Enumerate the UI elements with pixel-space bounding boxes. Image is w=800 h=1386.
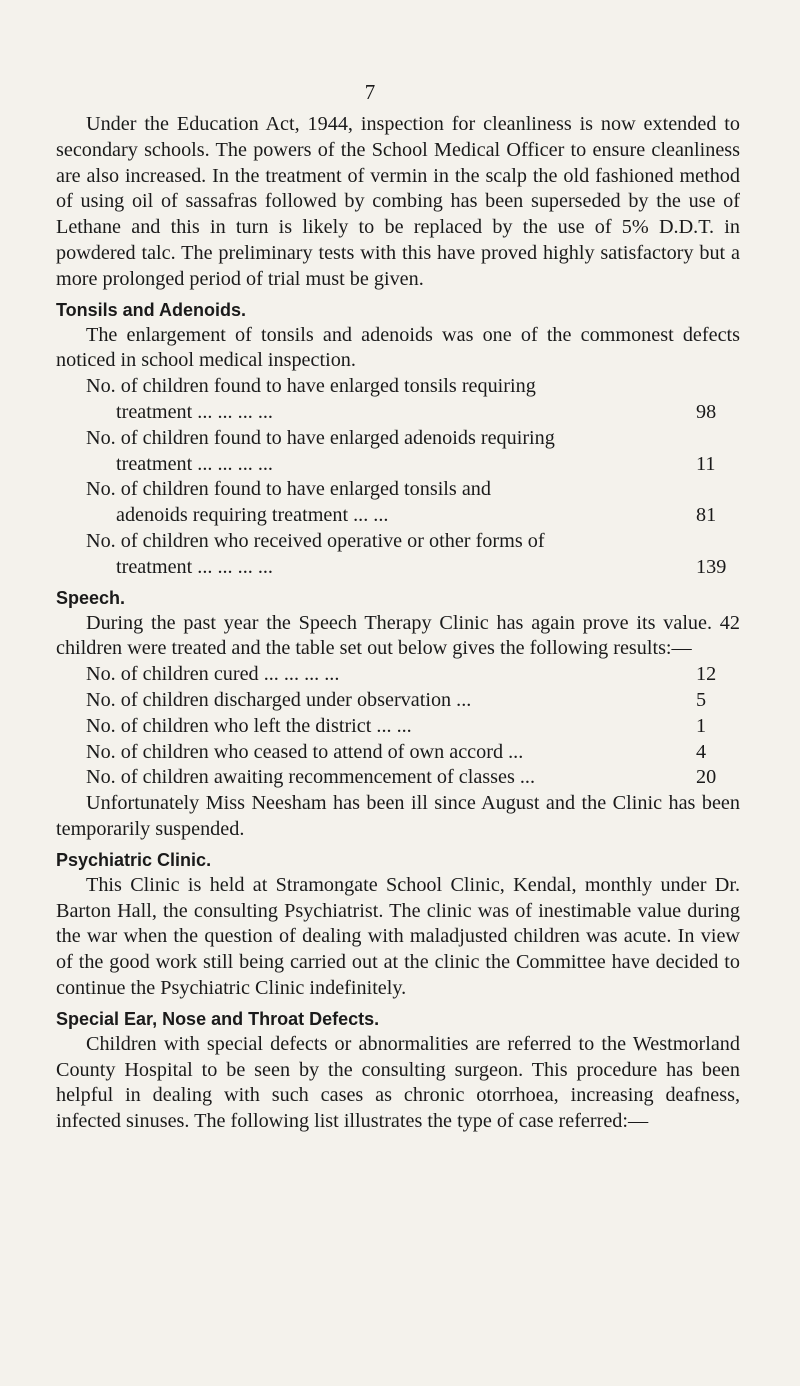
item-text: No. of children cured ... ... ... ... (86, 663, 340, 686)
item-text: No. of children found to have enlarged adenoids requiring (86, 426, 555, 449)
list-item (56, 688, 740, 714)
list-item (56, 477, 740, 529)
item-value: 98 (696, 400, 717, 423)
psychiatric-paragraph: This Clinic is held at Stramongate School Clinic, Kendal, monthly under Dr. Barton Hall, the consulting Psychiatrist. The clinic was of inestimable value during the war when the question of dealing with maladjusted children was acute. In view of the good work still being carried out at the clinic the Committee have decided to continue the Psychiatric Clinic indefinitely. (56, 873, 740, 999)
item-text-cont: treatment ... ... ... ... (116, 555, 273, 578)
heading-ent: Special Ear, Nose and Throat Defects. (56, 1008, 380, 1029)
item-value: 4 (696, 740, 707, 763)
item-text-cont: treatment ... ... ... ... (116, 400, 273, 423)
item-value: 11 (696, 452, 716, 475)
item-text: No. of children who ceased to attend of own accord ... (86, 740, 524, 763)
item-value: 1 (696, 714, 707, 737)
list-item (56, 374, 740, 426)
item-text: No. of children discharged under observation ... (86, 688, 472, 711)
item-value: 139 (696, 555, 727, 578)
list-item (56, 740, 740, 766)
item-text: No. of children found to have enlarged tonsils requiring (86, 375, 536, 398)
tonsils-intro: The enlargement of tonsils and adenoids was one of the commonest defects noticed in school medical inspection. (56, 323, 740, 372)
list-item (56, 714, 740, 740)
item-text-cont: adenoids requiring treatment ... ... (116, 504, 389, 527)
speech-list (56, 662, 740, 791)
page-number: 7 (364, 80, 376, 104)
heading-tonsils: Tonsils and Adenoids. (56, 299, 247, 320)
item-value: 20 (696, 766, 717, 789)
item-text: No. of children awaiting recommencement of classes ... (86, 766, 536, 789)
item-value: 5 (696, 688, 707, 711)
heading-speech: Speech. (56, 587, 126, 608)
list-item (56, 765, 740, 791)
item-text-cont: treatment ... ... ... ... (116, 452, 273, 475)
item-text: No. of children who left the district ... ... (86, 714, 412, 737)
list-item (56, 426, 740, 478)
list-item (56, 529, 740, 581)
item-value: 12 (696, 663, 717, 686)
heading-psychiatric: Psychiatric Clinic. (56, 849, 212, 870)
item-text: No. of children who received operative or other forms of (86, 529, 545, 552)
list-item (56, 662, 740, 688)
item-value: 81 (696, 504, 717, 527)
item-text: No. of children found to have enlarged tonsils and (86, 478, 491, 501)
intro-paragraph: Under the Education Act, 1944, inspection for cleanliness is now extended to secondary schools. The powers of the School Medical Officer to ensure cleanliness are also increased. In the treatment of vermin in the scalp the old fashioned method of using oil of sassafras followed by combing has been superseded by the use of Lethane and this in turn is likely to be replaced by the use of 5% D.D.T. in powdered talc. The preliminary tests with this have proved highly satisfactory but a more prolonged period of trial must be given. (56, 113, 740, 290)
document-body (56, 112, 740, 1135)
speech-closing: Unfortunately Miss Neesham has been ill since August and the Clinic has been temporarily suspended. (56, 792, 740, 840)
speech-intro: During the past year the Speech Therapy Clinic has again prove its value. 42 children were treated and the table set out below gives the following results:— (56, 611, 740, 660)
tonsils-list (56, 374, 740, 580)
ent-paragraph: Children with special defects or abnormalities are referred to the Westmorland County Hospital to be seen by the consulting surgeon. This procedure has been helpful in dealing with such cases as chronic otorrhoea, increasing deafness, infected sinuses. The following list illustrates the type of case referred:— (56, 1032, 740, 1133)
